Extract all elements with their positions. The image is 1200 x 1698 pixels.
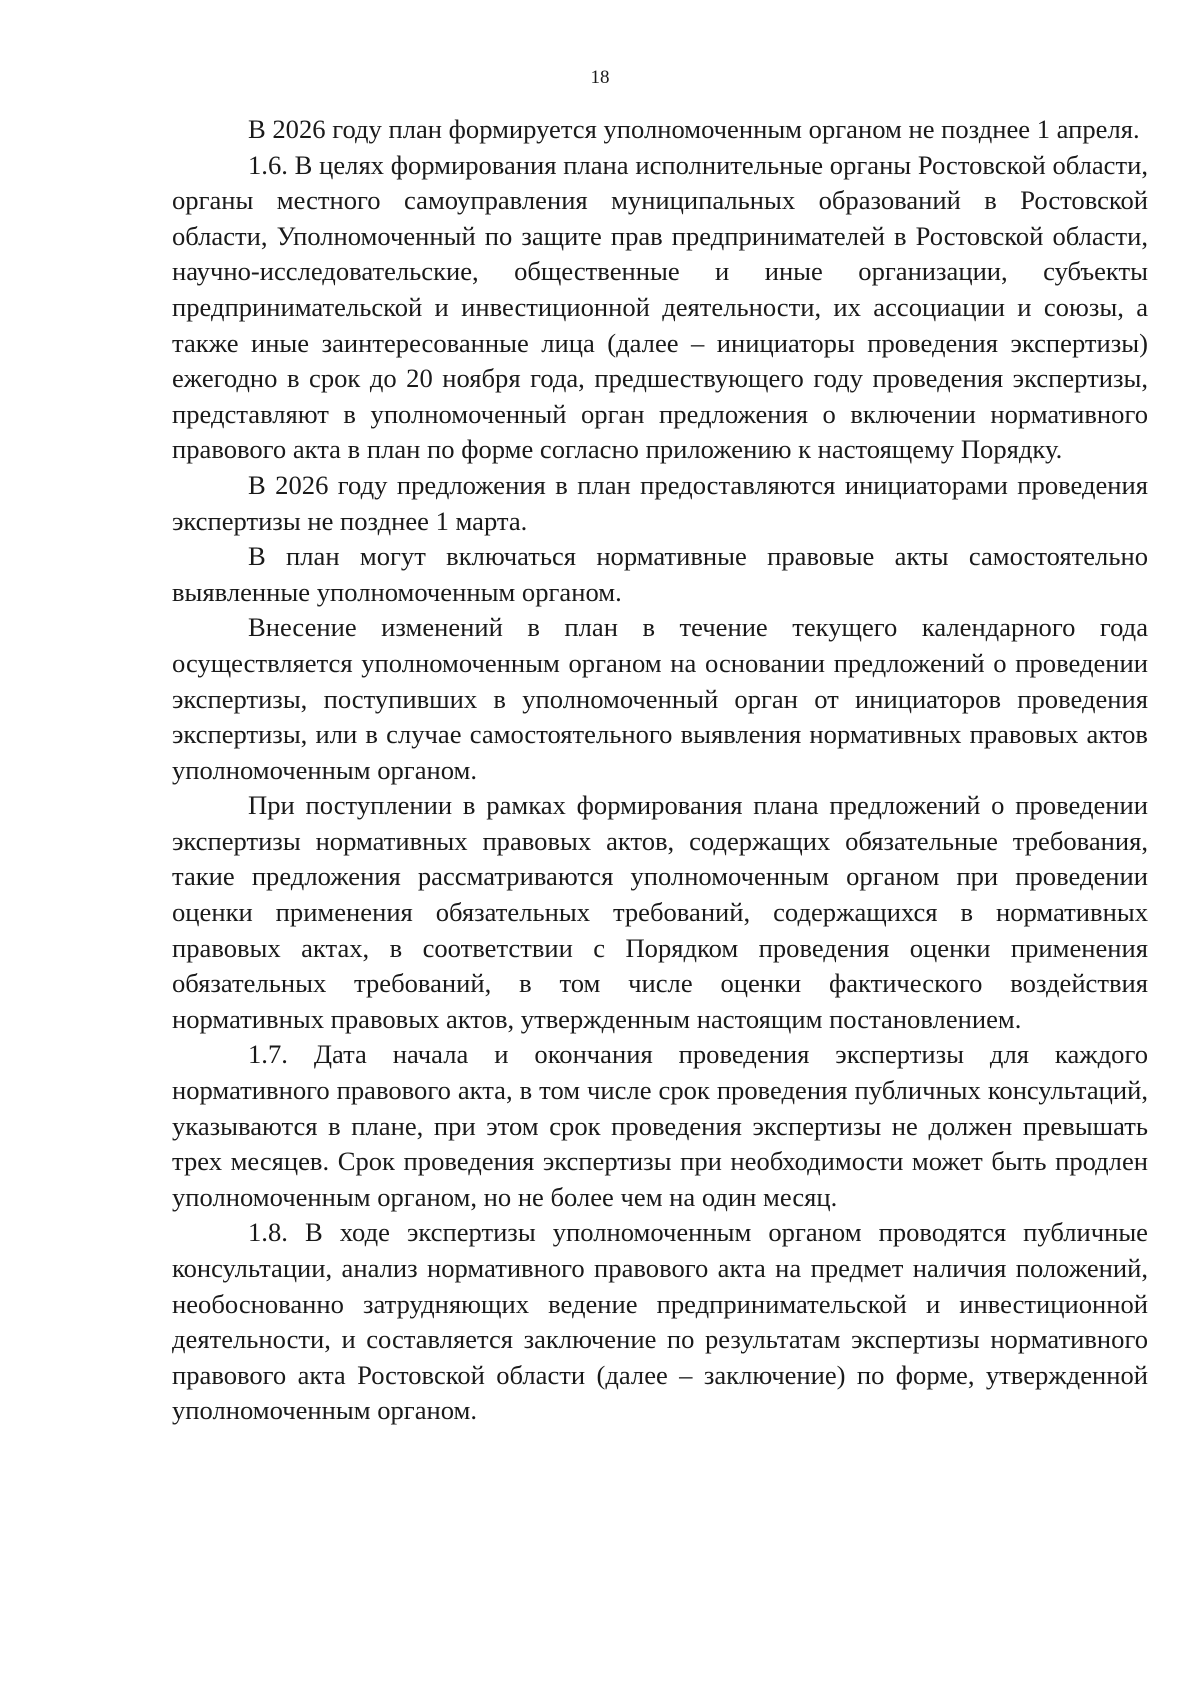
paragraph: 1.8. В ходе экспертизы уполномоченным органом проводятся публичные консультации, анализ нормативного правового акта на предмет наличия положений, необоснованно затрудняющих ведение предпринимательской и инвестиционной деятельности, и составляется заключение по результатам экспертизы нормативного правового акта Ростовской области (далее – заключение) по форме, утвержденной уполномоченным органом. bbox=[172, 1217, 1148, 1426]
paragraph: При поступлении в рамках формирования плана предложений о проведении экспертизы нормативных правовых актов, содержащих обязательные требования, такие предложения рассматриваются уполномоченным органом при проведении оценки применения обязательных требований, содержащихся в нормативных правовых актах, в соответствии с Порядком проведения оценки применения обязательных требований, в том числе оценки фактического воздействия нормативных правовых актов, утвержденным настоящим постановлением. bbox=[172, 790, 1148, 1034]
paragraph: В 2026 году предложения в план предоставляются инициаторами проведения экспертизы не позднее 1 марта. bbox=[172, 469, 1148, 536]
paragraph: В 2026 году план формируется уполномоченным органом не позднее 1 апреля. bbox=[248, 114, 1140, 144]
document-body bbox=[172, 112, 1148, 1429]
page-number: 18 bbox=[590, 67, 610, 88]
paragraph: Внесение изменений в план в течение текущего календарного года осуществляется уполномоченным органом на основании предложений о проведении экспертизы, поступивших в уполномоченный орган от инициаторов проведения экспертизы, или в случае самостоятельного выявления нормативных правовых актов уполномоченным органом. bbox=[172, 612, 1148, 785]
paragraph: 1.7. Дата начала и окончания проведения экспертизы для каждого нормативного правового акта, в том числе срок проведения публичных консультаций, указываются в плане, при этом срок проведения экспертизы не должен превышать трех месяцев. Срок проведения экспертизы при необходимости может быть продлен уполномоченным органом, но не более чем на один месяц. bbox=[172, 1039, 1148, 1212]
paragraph: 1.6. В целях формирования плана исполнительные органы Ростовской области, органы местного самоуправления муниципальных образований в Ростовской области, Уполномоченный по защите прав предпринимателей в Ростовской области, научно-исследовательские, общественные и иные организации, субъекты предпринимательской и инвестиционной деятельности, их ассоциации и союзы, а также иные заинтересованные лица (далее – инициаторы проведения экспертизы) ежегодно в срок до 20 ноября года, предшествующего году проведения экспертизы, представляют в уполномоченный орган предложения о включении нормативного правового акта в план по форме согласно приложению к настоящему Порядку. bbox=[172, 149, 1148, 465]
paragraph: В план могут включаться нормативные правовые акты самостоятельно выявленные уполномоченным органом. bbox=[172, 541, 1148, 607]
